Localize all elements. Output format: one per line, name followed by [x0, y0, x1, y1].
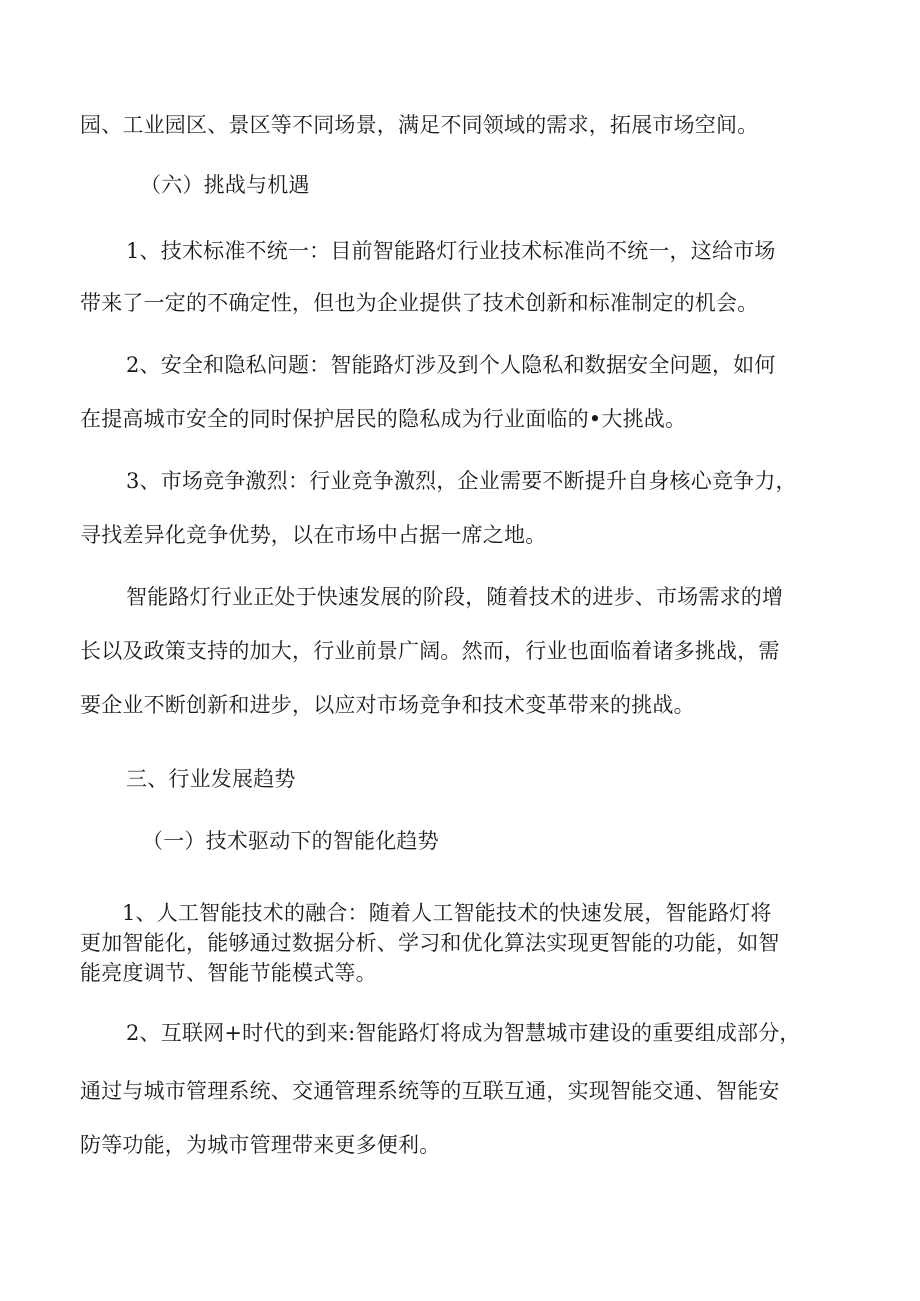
- text-line: 园、工业园区、景区等不同场景，满足不同领域的需求，拓展市场空间。: [80, 113, 759, 137]
- text-line: 2、安全和隐私问题：智能路灯涉及到个人隐私和数据安全问题，如何: [126, 353, 776, 377]
- text-line: 寻找差异化竞争优势，以在市场中占据一席之地。: [80, 523, 547, 547]
- text-line: 3、市场竞争激烈：行业竞争激烈，企业需要不断提升自身核心竞争力，: [126, 469, 797, 493]
- text-line: 更加智能化，能够通过数据分析、学习和优化算法实现更智能的功能，如智: [80, 931, 780, 955]
- text-line: 1、技术标准不统一：目前智能路灯行业技术标准尚不统一，这给市场: [126, 239, 776, 263]
- text-line: 智能路灯行业正处于快速发展的阶段，随着技术的进步、市场需求的增: [126, 585, 784, 609]
- section-heading: （六）挑战与机遇: [140, 173, 310, 197]
- chapter-heading: 三、行业发展趋势: [126, 767, 296, 791]
- text-line: 带来了一定的不确定性，但也为企业提供了技术创新和标准制定的机会。: [80, 291, 759, 315]
- text-line: 在提高城市安全的同时保护居民的隐私成为行业面临的•大挑战。: [80, 407, 687, 431]
- text-line: 长以及政策支持的加大，行业前景广阔。然而，行业也面临着诸多挑战，需: [80, 639, 780, 663]
- section-heading: （一）技术驱动下的智能化趋势: [142, 829, 439, 853]
- text-line: 能亮度调节、智能节能模式等。: [80, 961, 377, 985]
- text-line: 防等功能，为城市管理带来更多便利。: [80, 1133, 441, 1157]
- text-line: 1、人工智能技术的融合：随着人工智能技术的快速发展，智能路灯将: [122, 901, 772, 925]
- text-line: 要企业不断创新和进步，以应对市场竞争和技术变革带来的挑战。: [80, 693, 695, 717]
- text-line: 通过与城市管理系统、交通管理系统等的互联互通，实现智能交通、智能安: [80, 1079, 780, 1103]
- text-line: 2、互联网+时代的到来:智能路灯将成为智慧城市建设的重要组成部分，: [126, 1021, 801, 1045]
